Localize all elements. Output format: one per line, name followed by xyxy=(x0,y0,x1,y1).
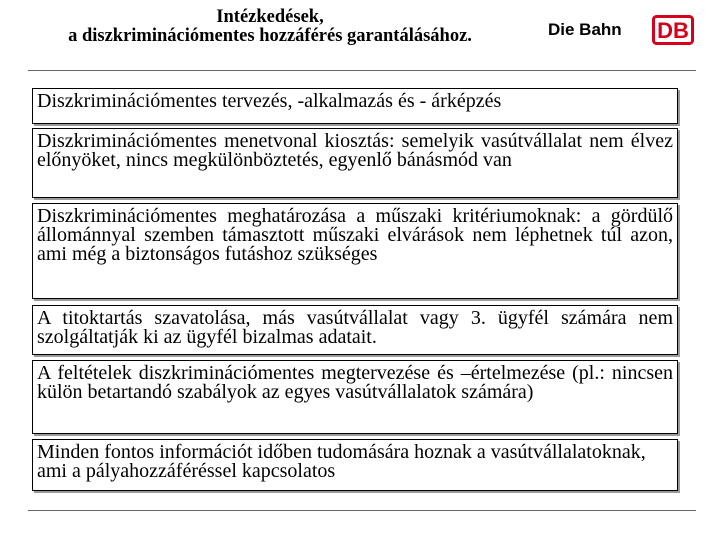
measure-item-5: A feltételek diszkriminációmentes megtervezése és –értelmezése (pl.: nincsen külön betartandó szabályok az egyes vasútvállalatok számára) xyxy=(32,360,678,434)
brand-text: Die Bahn xyxy=(548,20,622,39)
bottom-divider xyxy=(28,510,696,511)
measure-item-1: Diszkriminációmentes tervezés, -alkalmazás és - árképzés xyxy=(32,88,678,124)
page-title xyxy=(0,8,540,46)
title-line-1: Intézkedések, xyxy=(216,7,324,27)
measure-item-3: Diszkriminációmentes meghatározása a műszaki kritériumoknak: a gördülő állománnyal szemben támasztott műszaki elvárások nem léphetnek túl azon, ami még a biztonságos futáshoz szükséges xyxy=(32,203,678,299)
measure-item-6: Minden fontos információt időben tudomására hoznak a vasútvállalatoknak, ami a pályahozzáféréssel kapcsolatos xyxy=(32,439,678,491)
title-line-2: a diszkriminációmentes hozzáférés garantálásához. xyxy=(68,26,472,46)
db-logo-text: DB xyxy=(657,18,689,43)
db-logo xyxy=(652,15,694,45)
measure-item-4: A titoktartás szavatolása, más vasútvállalat vagy 3. ügyfél számára nem szolgáltatják ki az ügyfél bizalmas adatait. xyxy=(32,305,678,355)
measure-item-2: Diszkriminációmentes menetvonal kiosztás: semelyik vasútvállalat nem élvez előnyöket, nincs megkülönböztetés, egyenlő bánásmód van xyxy=(32,128,678,198)
top-divider xyxy=(28,70,696,71)
